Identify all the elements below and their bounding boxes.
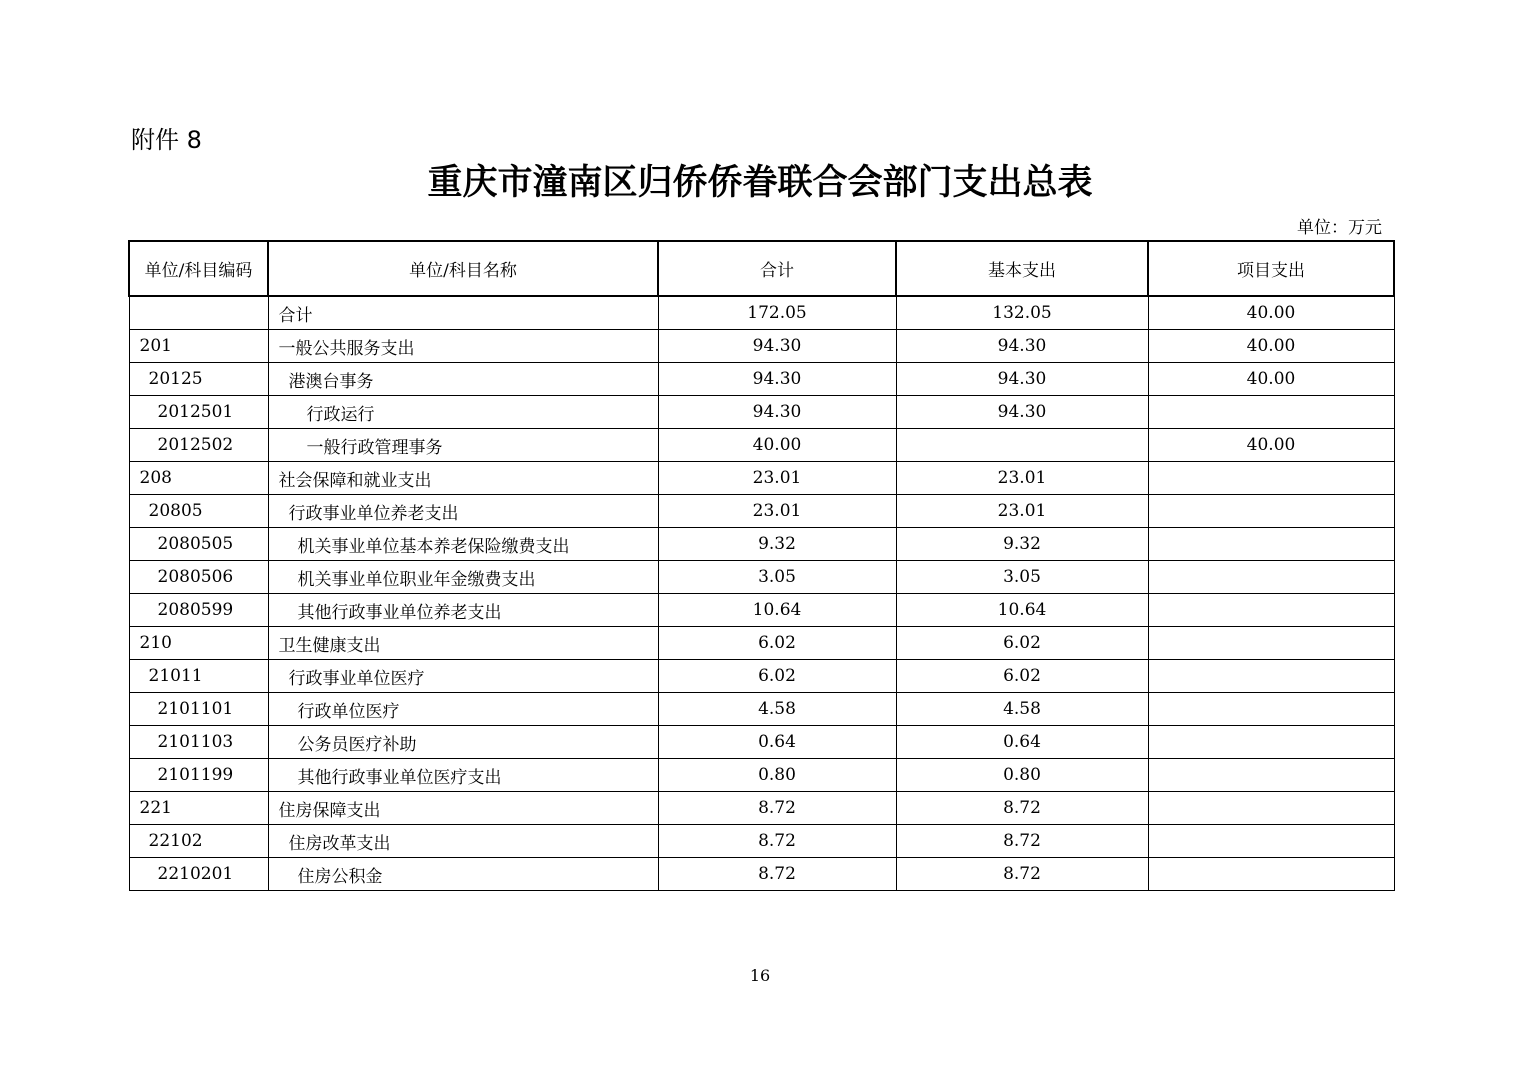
cell-total: 94.30 — [658, 330, 896, 363]
table-row — [129, 858, 1394, 891]
cell-total: 10.64 — [658, 594, 896, 627]
cell-project: 40.00 — [1148, 429, 1394, 462]
table-row — [129, 462, 1394, 495]
cell-basic: 94.30 — [896, 330, 1148, 363]
cell-code: 208 — [129, 462, 268, 495]
cell-total: 0.64 — [658, 726, 896, 759]
cell-project: 40.00 — [1148, 296, 1394, 330]
cell-code: 2210201 — [129, 858, 268, 891]
cell-code: 2101199 — [129, 759, 268, 792]
cell-name: 机关事业单位基本养老保险缴费支出 — [268, 528, 658, 561]
cell-project — [1148, 858, 1394, 891]
table-row — [129, 396, 1394, 429]
cell-project: 40.00 — [1148, 330, 1394, 363]
cell-project — [1148, 759, 1394, 792]
cell-project — [1148, 693, 1394, 726]
attachment-label: 附件 8 — [131, 126, 202, 154]
cell-basic: 23.01 — [896, 495, 1148, 528]
cell-basic: 132.05 — [896, 296, 1148, 330]
cell-project — [1148, 792, 1394, 825]
header-name: 单位/科目名称 — [268, 241, 658, 296]
cell-project — [1148, 495, 1394, 528]
cell-code: 2101101 — [129, 693, 268, 726]
cell-basic: 8.72 — [896, 792, 1148, 825]
cell-basic: 6.02 — [896, 627, 1148, 660]
table-row — [129, 429, 1394, 462]
table-row — [129, 528, 1394, 561]
cell-name: 机关事业单位职业年金缴费支出 — [268, 561, 658, 594]
cell-project: 40.00 — [1148, 363, 1394, 396]
cell-basic: 0.80 — [896, 759, 1148, 792]
cell-project — [1148, 528, 1394, 561]
header-code: 单位/科目编码 — [129, 241, 268, 296]
cell-name: 其他行政事业单位养老支出 — [268, 594, 658, 627]
expenditure-table — [128, 240, 1395, 891]
cell-basic: 23.01 — [896, 462, 1148, 495]
cell-name: 其他行政事业单位医疗支出 — [268, 759, 658, 792]
cell-project — [1148, 660, 1394, 693]
cell-basic: 0.64 — [896, 726, 1148, 759]
unit-label: 单位：万元 — [1297, 218, 1382, 238]
cell-code: 2012502 — [129, 429, 268, 462]
cell-basic: 9.32 — [896, 528, 1148, 561]
cell-name: 一般公共服务支出 — [268, 330, 658, 363]
cell-name: 卫生健康支出 — [268, 627, 658, 660]
table-row — [129, 594, 1394, 627]
cell-code: 210 — [129, 627, 268, 660]
cell-name: 行政单位医疗 — [268, 693, 658, 726]
cell-project — [1148, 396, 1394, 429]
cell-name: 社会保障和就业支出 — [268, 462, 658, 495]
cell-total: 3.05 — [658, 561, 896, 594]
cell-project — [1148, 627, 1394, 660]
table-row — [129, 363, 1394, 396]
cell-code: 22102 — [129, 825, 268, 858]
cell-project — [1148, 726, 1394, 759]
cell-total: 8.72 — [658, 825, 896, 858]
table-row — [129, 759, 1394, 792]
table-row — [129, 495, 1394, 528]
cell-name: 行政事业单位养老支出 — [268, 495, 658, 528]
page-title: 重庆市潼南区归侨侨眷联合会部门支出总表 — [427, 163, 1093, 203]
cell-total: 9.32 — [658, 528, 896, 561]
cell-total: 94.30 — [658, 396, 896, 429]
table-row — [129, 330, 1394, 363]
cell-project — [1148, 462, 1394, 495]
cell-code: 221 — [129, 792, 268, 825]
cell-total: 172.05 — [658, 296, 896, 330]
table-row — [129, 561, 1394, 594]
cell-total: 23.01 — [658, 462, 896, 495]
cell-name: 行政运行 — [268, 396, 658, 429]
table-header-row — [129, 241, 1394, 296]
cell-total: 4.58 — [658, 693, 896, 726]
cell-basic: 94.30 — [896, 363, 1148, 396]
table-row — [129, 825, 1394, 858]
cell-total: 6.02 — [658, 660, 896, 693]
cell-total: 23.01 — [658, 495, 896, 528]
cell-name: 住房公积金 — [268, 858, 658, 891]
cell-name: 住房改革支出 — [268, 825, 658, 858]
cell-name: 港澳台事务 — [268, 363, 658, 396]
cell-code: 2080505 — [129, 528, 268, 561]
table-row — [129, 693, 1394, 726]
cell-basic: 4.58 — [896, 693, 1148, 726]
table-row — [129, 296, 1394, 330]
cell-name: 行政事业单位医疗 — [268, 660, 658, 693]
cell-basic: 94.30 — [896, 396, 1148, 429]
page-number: 16 — [749, 966, 771, 985]
cell-basic: 3.05 — [896, 561, 1148, 594]
cell-total: 8.72 — [658, 858, 896, 891]
table-row — [129, 726, 1394, 759]
cell-code: 2080599 — [129, 594, 268, 627]
cell-name: 合计 — [268, 296, 658, 330]
cell-total: 94.30 — [658, 363, 896, 396]
cell-name: 住房保障支出 — [268, 792, 658, 825]
cell-code: 2012501 — [129, 396, 268, 429]
cell-code: 20125 — [129, 363, 268, 396]
header-project: 项目支出 — [1148, 241, 1394, 296]
cell-code: 201 — [129, 330, 268, 363]
cell-code: 21011 — [129, 660, 268, 693]
cell-basic: 10.64 — [896, 594, 1148, 627]
cell-code: 2101103 — [129, 726, 268, 759]
cell-basic — [896, 429, 1148, 462]
cell-project — [1148, 825, 1394, 858]
cell-project — [1148, 594, 1394, 627]
table-row — [129, 660, 1394, 693]
cell-code: 2080506 — [129, 561, 268, 594]
cell-basic: 6.02 — [896, 660, 1148, 693]
cell-code: 20805 — [129, 495, 268, 528]
cell-project — [1148, 561, 1394, 594]
cell-name: 一般行政管理事务 — [268, 429, 658, 462]
cell-code — [129, 296, 268, 330]
table-row — [129, 627, 1394, 660]
cell-basic: 8.72 — [896, 825, 1148, 858]
header-basic: 基本支出 — [896, 241, 1148, 296]
cell-total: 40.00 — [658, 429, 896, 462]
cell-total: 6.02 — [658, 627, 896, 660]
cell-basic: 8.72 — [896, 858, 1148, 891]
table-row — [129, 792, 1394, 825]
cell-name: 公务员医疗补助 — [268, 726, 658, 759]
cell-total: 8.72 — [658, 792, 896, 825]
cell-total: 0.80 — [658, 759, 896, 792]
header-total: 合计 — [658, 241, 896, 296]
